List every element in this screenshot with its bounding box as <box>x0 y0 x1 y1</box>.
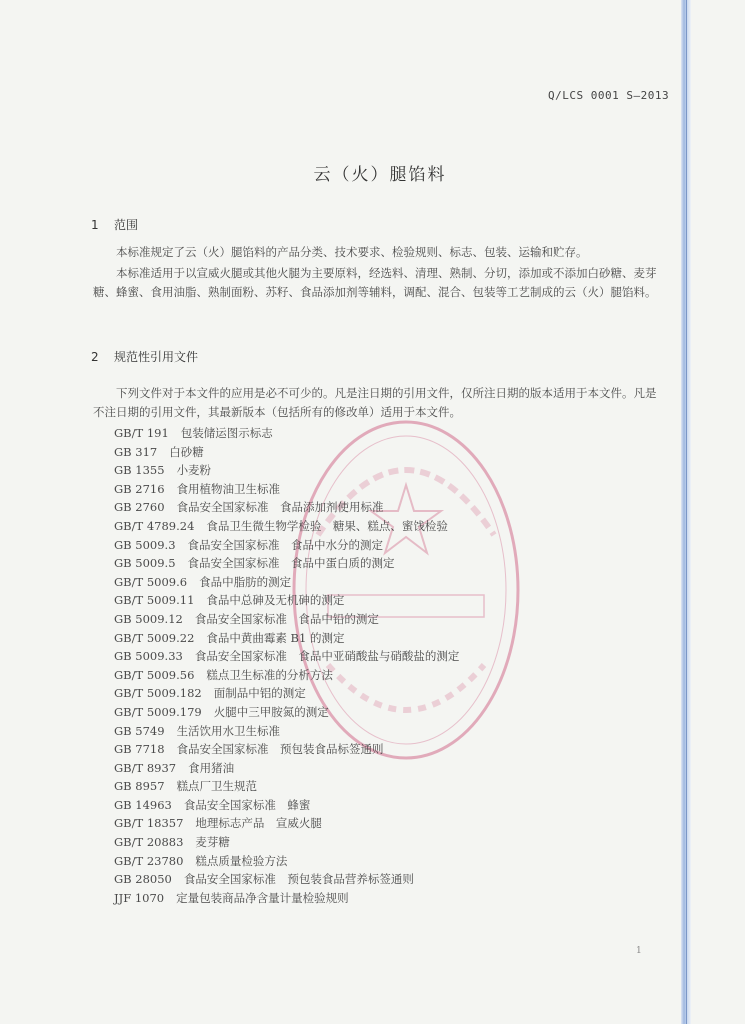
reference-code: GB 2760 <box>114 500 165 515</box>
reference-title: 食品安全国家标准 食品中铅的测定 <box>194 611 379 626</box>
reference-title: 地理标志产品 宣威火腿 <box>195 816 322 831</box>
reference-item <box>114 629 594 648</box>
reference-item <box>114 684 594 703</box>
reference-item <box>114 740 594 759</box>
reference-title: 食品中脂肪的测定 <box>199 574 292 589</box>
section-title: 规范性引用文件 <box>114 350 199 364</box>
reference-item <box>114 517 594 536</box>
reference-code: GB 2716 <box>114 481 165 496</box>
reference-code: GB 5749 <box>114 723 165 738</box>
binding-edge-line <box>686 0 687 1024</box>
reference-title: 食用猪油 <box>188 760 235 775</box>
section-title: 范围 <box>114 218 139 232</box>
reference-title: 糕点卫生标准的分析方法 <box>206 667 333 682</box>
reference-code: GB 5009.33 <box>114 649 183 664</box>
reference-item <box>114 833 594 852</box>
reference-item <box>114 870 594 889</box>
reference-item <box>114 647 594 666</box>
reference-title: 食品安全国家标准 食品中水分的测定 <box>187 537 384 552</box>
reference-item <box>114 852 594 871</box>
reference-code: GB/T 18357 <box>114 816 184 831</box>
reference-title: 食用植物油卫生标准 <box>176 481 281 496</box>
reference-title: 食品安全国家标准 预包装食品标签通则 <box>176 742 384 757</box>
reference-title: 糕点质量检验方法 <box>195 853 288 868</box>
standard-code: Q/LCS 0001 S—2013 <box>548 89 670 102</box>
reference-code: GB/T 20883 <box>114 835 184 850</box>
reference-item <box>114 573 594 592</box>
reference-item <box>114 443 594 462</box>
reference-code: GB 28050 <box>114 872 172 887</box>
document-title: 云（火）腿馅料 <box>313 165 447 185</box>
reference-item <box>114 424 594 443</box>
reference-title: 面制品中铝的测定 <box>213 686 306 701</box>
reference-code: JJF 1070 <box>114 890 165 905</box>
reference-code: GB/T 5009.182 <box>114 686 202 701</box>
reference-item <box>114 796 594 815</box>
reference-item <box>114 814 594 833</box>
reference-item <box>114 498 594 517</box>
reference-code: GB/T 23780 <box>114 853 184 868</box>
reference-item <box>114 777 594 796</box>
reference-code: GB 1355 <box>114 463 165 478</box>
reference-item <box>114 610 594 629</box>
reference-item <box>114 480 594 499</box>
scope-paragraph-2: 本标准适用于以宣威火腿或其他火腿为主要原料，经选料、清理、熟制、分切，添加或不添加白砂糖、麦芽糖、蜂蜜、食用油脂、熟制面粉、苏籽、食品添加剂等辅料，调配、混合、包装等工艺制成的云（火）腿馅料。 <box>93 266 657 299</box>
reference-title: 食品中黄曲霉素 B1 的测定 <box>206 630 345 645</box>
reference-item <box>114 536 594 555</box>
section-number: 2 <box>91 350 99 364</box>
reference-title: 食品安全国家标准 蜂蜜 <box>183 797 311 812</box>
reference-title: 糕点厂卫生规范 <box>176 779 258 794</box>
reference-code: GB 14963 <box>114 797 172 812</box>
reference-code: GB 7718 <box>114 742 165 757</box>
reference-title: 包装储运图示标志 <box>180 426 273 440</box>
section-2-heading <box>91 348 198 365</box>
reference-title: 食品中总砷及无机砷的测定 <box>206 593 345 608</box>
reference-title: 食品卫生微生物学检验 糖果、糕点、蜜饯检验 <box>206 518 448 533</box>
reference-title: 食品安全国家标准 食品添加剂使用标准 <box>176 500 384 515</box>
section-1-heading <box>91 216 138 233</box>
reference-title: 火腿中三甲胺氮的测定 <box>213 704 329 719</box>
reference-code: GB/T 5009.11 <box>114 593 195 608</box>
reference-code: GB 5009.5 <box>114 556 176 571</box>
reference-code: GB 5009.12 <box>114 611 183 626</box>
reference-title: 食品安全国家标准 食品中蛋白质的测定 <box>187 556 395 571</box>
reference-code: GB/T 5009.56 <box>114 667 195 682</box>
reference-code: GB/T 8937 <box>114 760 177 775</box>
reference-title: 生活饮用水卫生标准 <box>176 723 281 738</box>
section-number: 1 <box>91 218 99 232</box>
reference-code: GB/T 5009.22 <box>114 630 195 645</box>
reference-title: 小麦粉 <box>176 463 212 478</box>
reference-code: GB/T 5009.179 <box>114 704 202 719</box>
reference-code: GB 317 <box>114 444 158 459</box>
reference-item <box>114 759 594 778</box>
reference-item <box>114 889 594 908</box>
references-intro-paragraph: 下列文件对于本文件的应用是必不可少的。凡是注日期的引用文件，仅所注日期的版本适用于本文件。凡是不注日期的引用文件，其最新版本（包括所有的修改单）适用于本文件。 <box>93 386 657 419</box>
reference-item <box>114 554 594 573</box>
reference-code: GB/T 4789.24 <box>114 518 195 533</box>
reference-title: 食品安全国家标准 食品中亚硝酸盐与硝酸盐的测定 <box>194 649 460 664</box>
scope-paragraph-1: 本标准规定了云（火）腿馅料的产品分类、技术要求、检验规则、标志、包装、运输和贮存。 <box>116 245 588 259</box>
reference-item <box>114 461 594 480</box>
reference-code: GB 8957 <box>114 779 165 794</box>
reference-title: 定量包装商品净含量计量检验规则 <box>176 890 349 905</box>
reference-item <box>114 703 594 722</box>
reference-title: 麦芽糖 <box>195 835 230 850</box>
reference-code: GB/T 5009.6 <box>114 574 188 589</box>
reference-code: GB/T 191 <box>114 426 169 440</box>
reference-item <box>114 666 594 685</box>
reference-code: GB 5009.3 <box>114 537 176 552</box>
reference-title: 白砂糖 <box>169 444 204 459</box>
reference-title: 食品安全国家标准 预包装食品营养标签通则 <box>183 872 414 887</box>
reference-item <box>114 722 594 741</box>
reference-item <box>114 591 594 610</box>
reference-list <box>114 424 594 907</box>
page-number: 1 <box>636 946 642 956</box>
